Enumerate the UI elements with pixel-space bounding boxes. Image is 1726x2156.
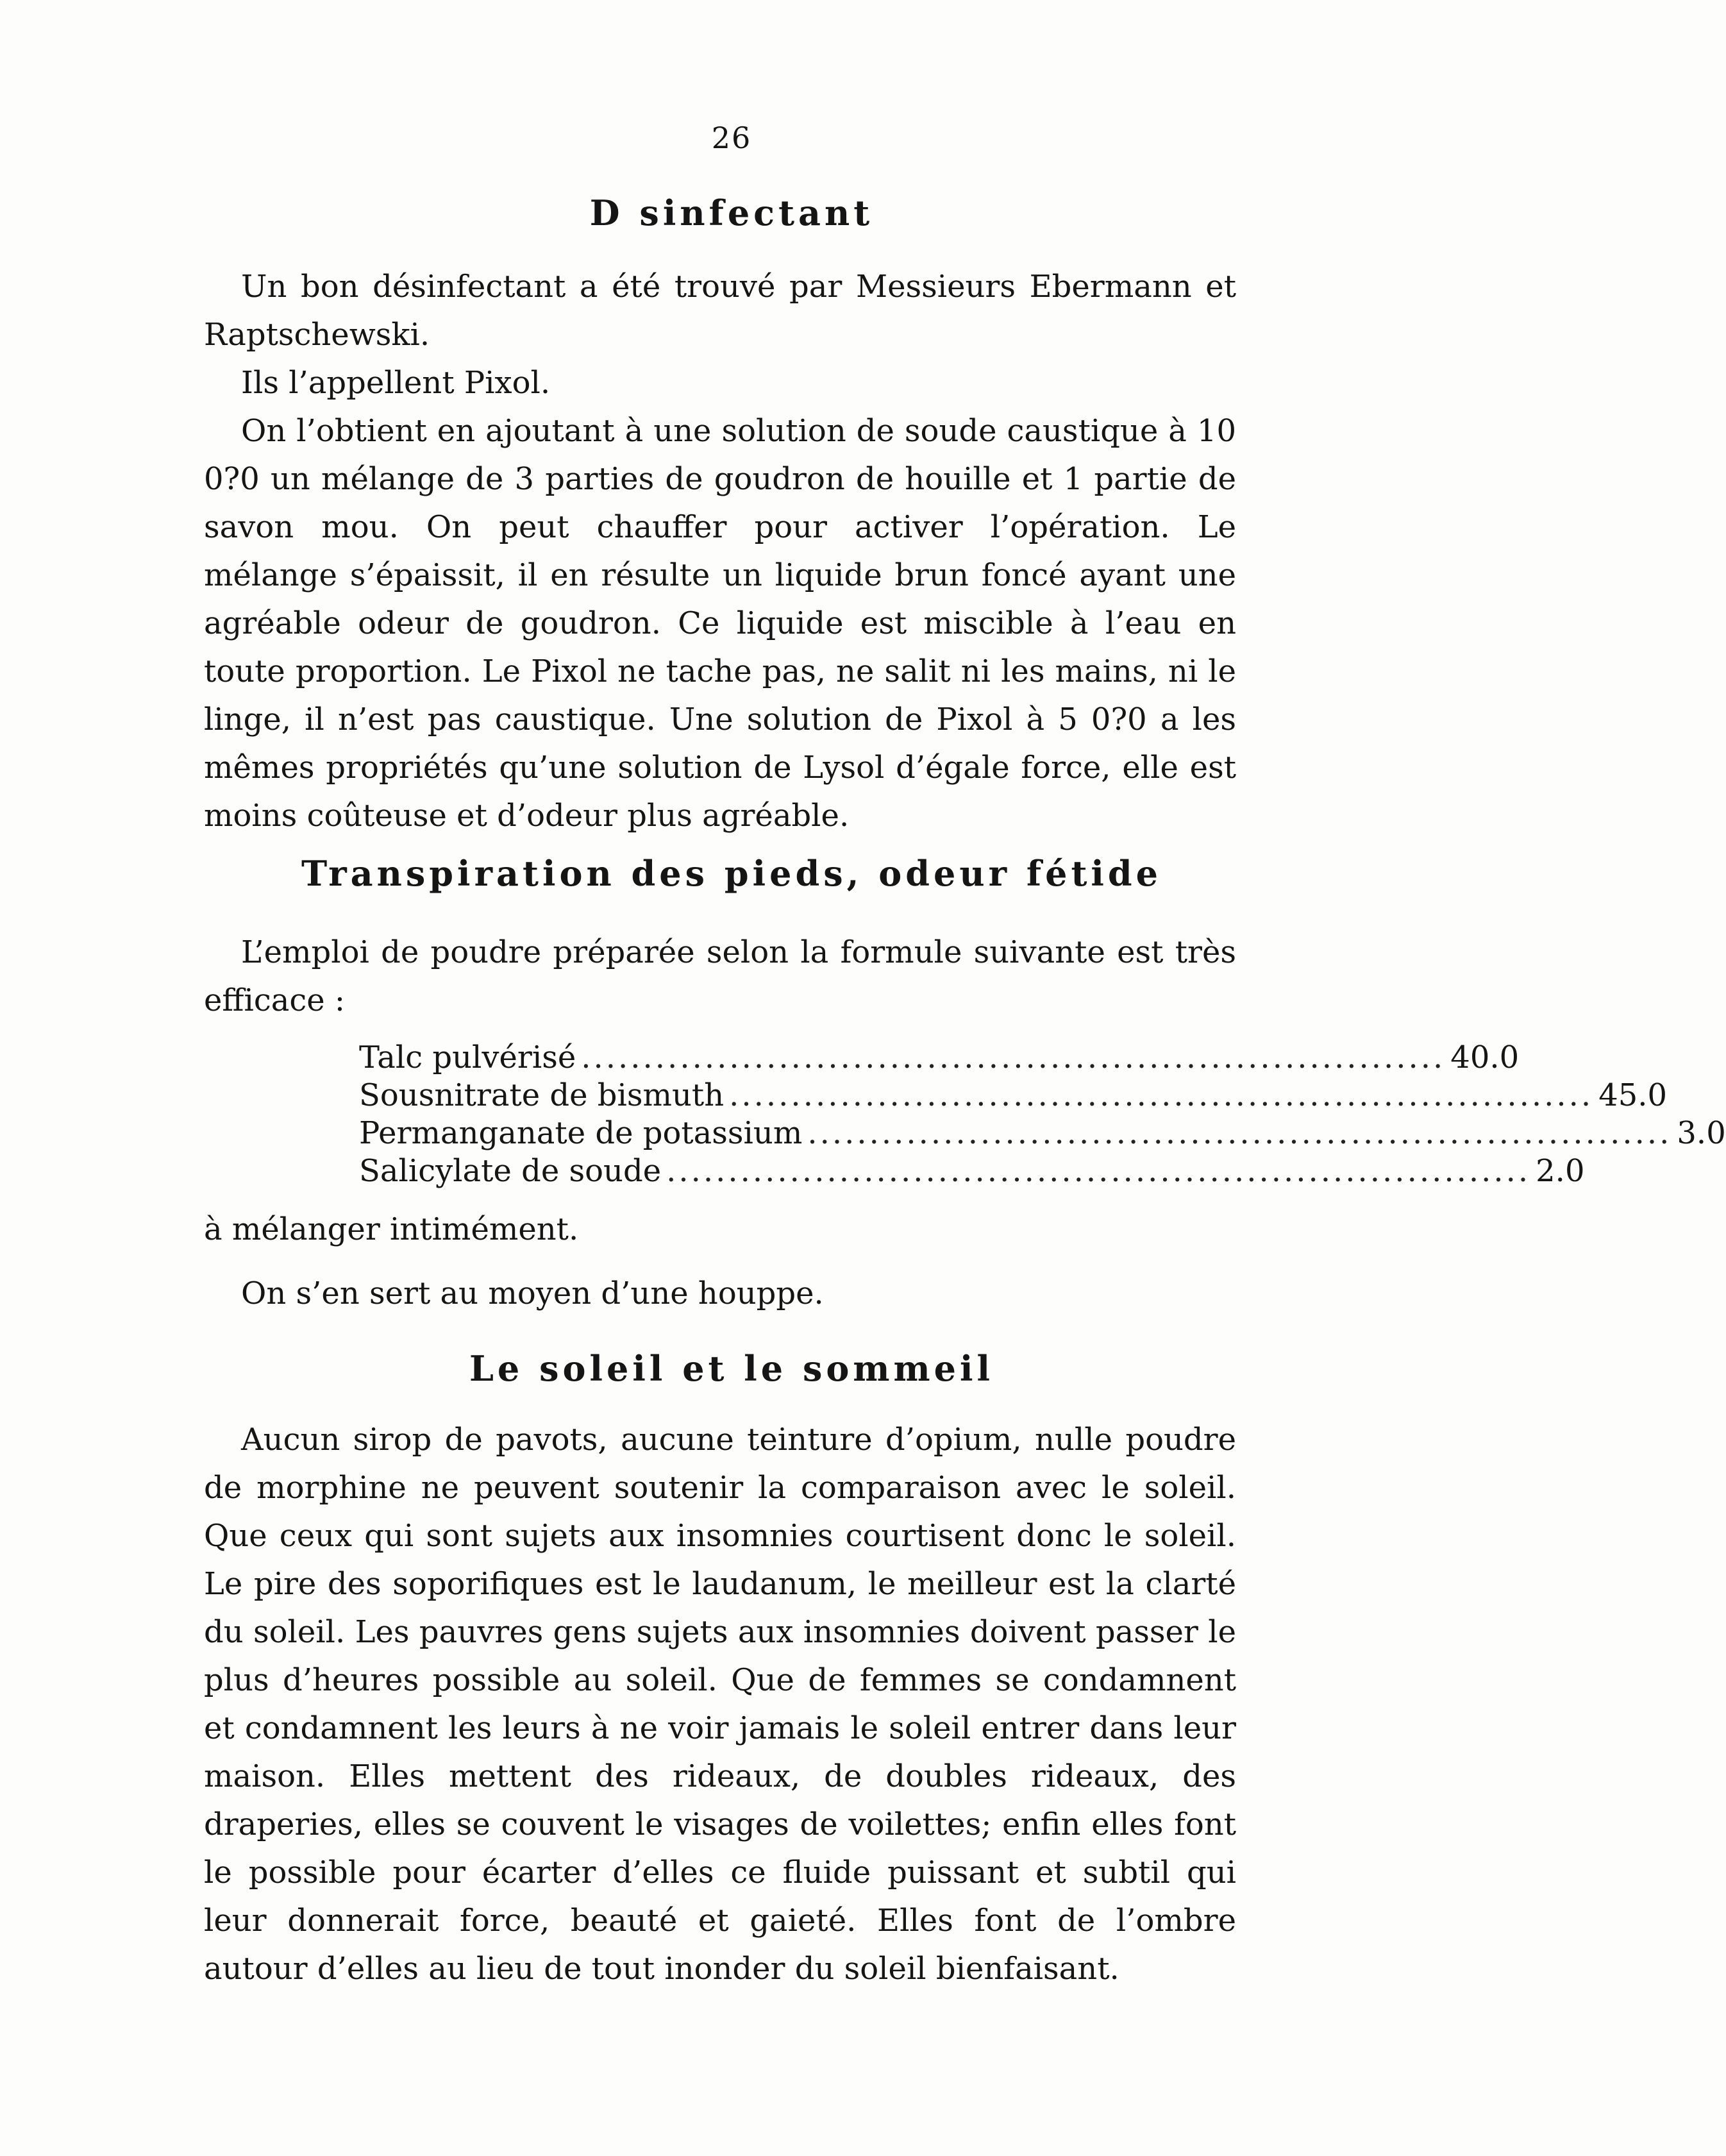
ingredient-quantity: 2.0: [1536, 1153, 1585, 1189]
heading-transpiration: Transpiration des pieds, odeur fétide: [301, 853, 1162, 894]
paragraph-desinfectant-1: Un bon désinfectant a été trouvé par Messieurs Ebermann et Raptschewski.: [204, 269, 1236, 353]
recipe-row: [359, 1039, 1520, 1077]
paragraph-transpiration-intro: L’emploi de poudre préparée selon la formule suivante est très efficace :: [204, 934, 1236, 1018]
heading-soleil: Le soleil et le sommeil: [469, 1348, 994, 1389]
ingredient-quantity: 40.0: [1450, 1040, 1520, 1075]
paragraph-soleil: Aucun sirop de pavots, aucune teinture d’opium, nulle poudre de morphine ne peuvent soutenir la comparaison avec le soleil. Que ceux qui sont sujets aux insomnies courtisent donc le soleil. Le pire des soporifiques est le laudanum, le meilleur est la clarté du soleil. Les pauvres gens sujets aux insomnies doivent passer le plus d’heures possible au soleil. Que de femmes se condamnent et condamnent les leurs à ne voir jamais le soleil entrer dans leur maison. Elles mettent des rideaux, de doubles rideaux, des draperies, elles se couvent le visages de voilettes; enfin elles font le possible pour écarter d’elles ce fluide puissant et subtil qui leur donnerait force, beauté et gaieté. Elles font de l’ombre autour d’elles au lieu de tout inonder du soleil bienfaisant.: [204, 1422, 1236, 1987]
ingredient-name: Sousnitrate de bismuth: [359, 1077, 725, 1113]
recipe-row: [359, 1077, 1668, 1115]
leader-dots: ......................................................................: [581, 1040, 1446, 1075]
ingredient-name: Talc pulvérisé: [359, 1040, 576, 1075]
paragraph-desinfectant-3: On l’obtient en ajoutant à une solution de soude caustique à 10 0?0 un mélange de 3 parties de goudron de houille et 1 partie de savon mou. On peut chauffer pour activer l’opération. Le mélange s’épaissit, il en résulte un liquide brun foncé ayant une agréable odeur de goudron. Ce liquide est miscible à l’eau en toute proportion. Le Pixol ne tache pas, ne salit ni les mains, ni le linge, il n’est pas caustique. Une solution de Pixol à 5 0?0 a les mêmes propriétés qu’une solution de Lysol d’égale force, elle est moins coûteuse et d’odeur plus agréable.: [204, 413, 1236, 834]
paragraph-melanger: à mélanger intimément.: [204, 1211, 579, 1247]
ingredient-quantity: 45.0: [1598, 1077, 1668, 1113]
page-number: 26: [711, 121, 752, 155]
paragraph-desinfectant-2: Ils l’appellent Pixol.: [241, 365, 551, 401]
recipe-row: [359, 1115, 1726, 1152]
ingredient-quantity: 3.0: [1677, 1115, 1726, 1151]
heading-desinfectant: D sinfectant: [589, 192, 874, 233]
recipe-table: [359, 1039, 1726, 1190]
ingredient-name: Permanganate de potassium: [359, 1115, 803, 1151]
ingredient-name: Salicylate de soude: [359, 1153, 662, 1189]
leader-dots: ......................................................................: [807, 1115, 1672, 1151]
paragraph-usage: On s’en sert au moyen d’une houppe.: [241, 1276, 824, 1311]
recipe-row: [359, 1152, 1585, 1190]
leader-dots: ......................................................................: [666, 1153, 1531, 1189]
leader-dots: ......................................................................: [729, 1077, 1594, 1113]
